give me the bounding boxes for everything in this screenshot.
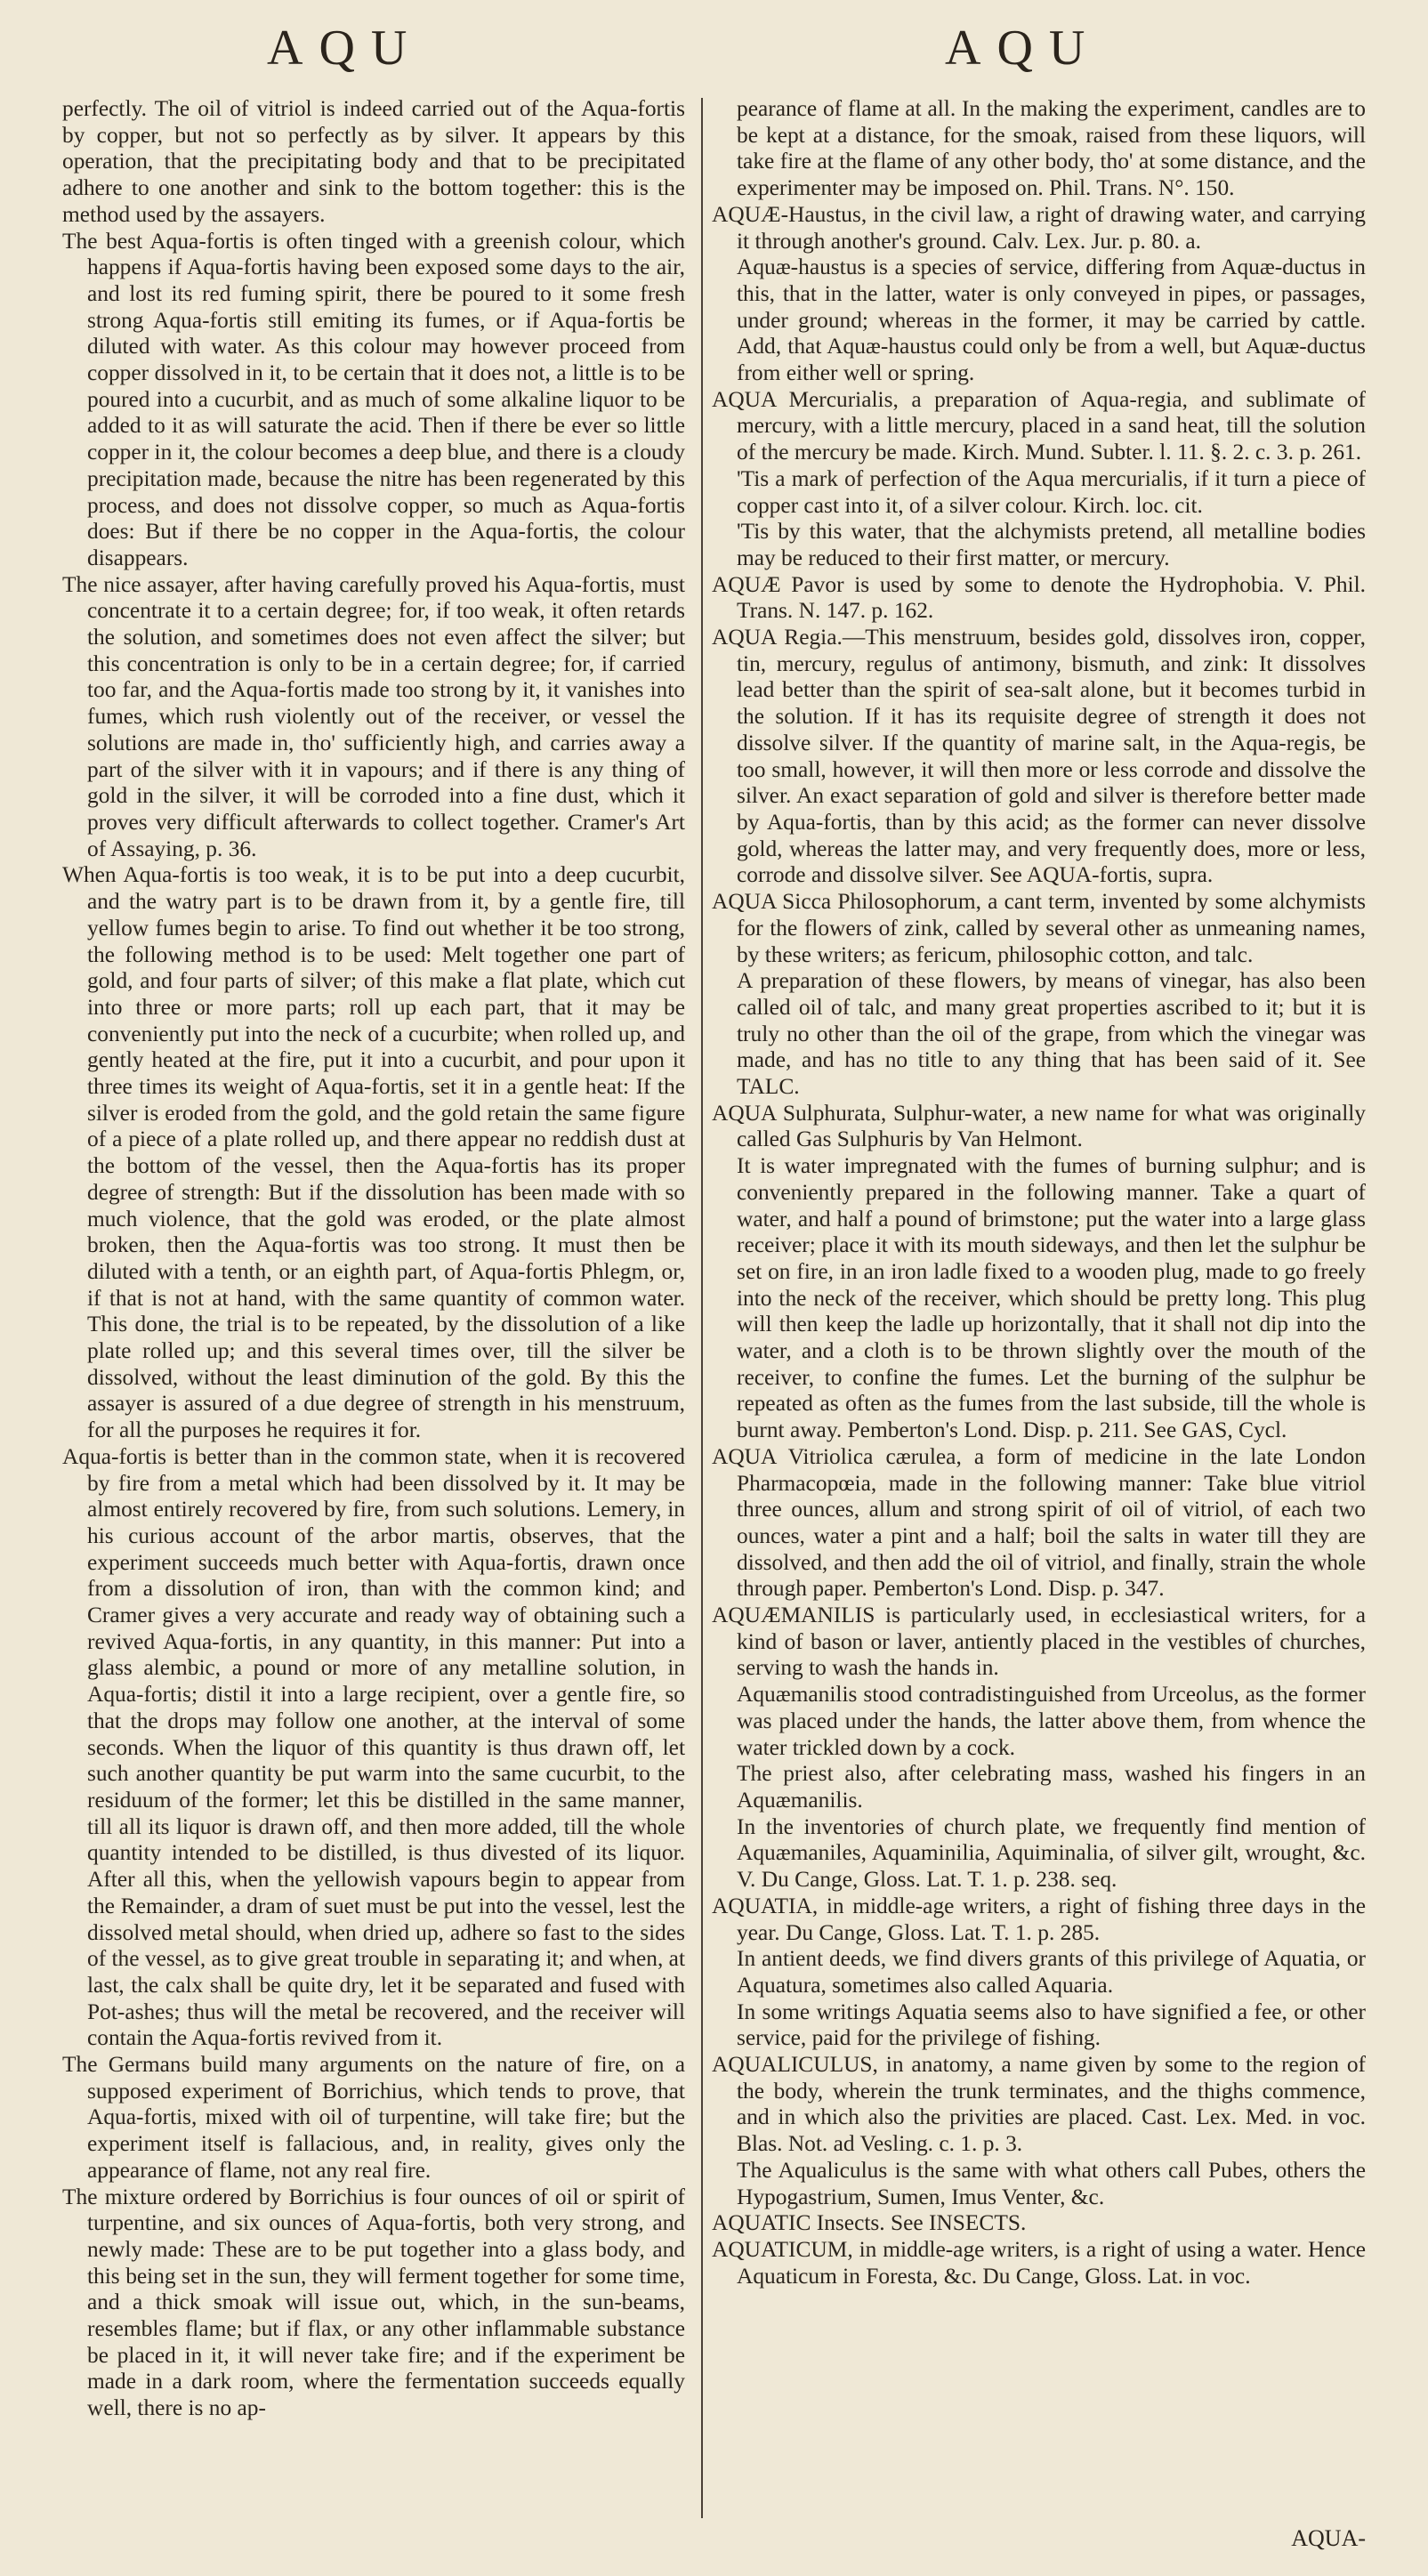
paragraph: In the inventories of church plate, we frequently find mention of Aquæmaniles, Aquaminilia, Aquiminalia, of silver gilt, wrought, &c. V. Du Cange, Gloss. Lat. T. 1. p. 238. seq. [737,1813,1366,1893]
paragraph: pearance of flame at all. In the making the experiment, candles are to be kept at a distance, for the smoak, raised from these liquors, will take fire at the flame of any other body, tho' at some distance, and the experimenter may be imposed on. Phil. Trans. N°. 150. [737,96,1366,201]
paragraph: Aquæmanilis stood contradistinguished from Urceolus, as the former was placed under the hands, the latter above them, from whence the water trickled down by a cock. [737,1682,1366,1760]
entry-aquae-pavor: AQUÆ Pavor is used by some to denote the Hydrophobia. V. Phil. Trans. N. 147. p. 162. [712,571,1366,624]
paragraph: 'Tis a mark of perfection of the Aqua mercurialis, if it turn a piece of copper cast into it, of a silver colour. Kirch. loc. cit. [737,465,1366,518]
entry-aquae-haustus: AQUÆ-Haustus, in the civil law, a right of drawing water, and carrying it through another's ground. Calv. Lex. Jur. p. 80. a. [712,201,1366,254]
paragraph: The mixture ordered by Borrichius is four ounces of oil or spirit of turpentine, and six ounces of Aqua-fortis, both very strong, and newly made: These are to be put together into a glass body, and this being set in the sun, they will ferment together for some time, and a thick smoak will issue out, which, in the sun-beams, resembles flame; but if flax, or any other inflammable substance be placed in it, it will never take fire; and if the experiment be made in a dark room, where the fermentation succeeds equally well, there is no ap- [62,2184,685,2421]
column-divider [701,98,703,2518]
catchword: AQUA- [1291,2525,1366,2551]
paragraph: The Germans build many arguments on the nature of fire, on a supposed experiment of Borrichius, which tends to prove, that Aqua-fortis, mixed with oil of turpentine, will take fire; but the experiment itself is fallacious, and, in reality, gives only the appearance of flame, not any real fire. [62,2052,685,2183]
entry-aqua-mercurialis: AQUA Mercurialis, a preparation of Aqua-regia, and sublimate of mercury, with a little mercury, placed in a sand heat, till the solution of the mercury be made. Kirch. Mund. Subter. l. 11. §. 2. c. 3. p. 261. [712,386,1366,465]
paragraph: 'Tis by this water, that the alchymists pretend, all metalline bodies may be reduced to their first matter, or mercury. [737,519,1366,570]
entry-aquaticum: AQUATICUM, in middle-age writers, is a right of using a water. Hence Aquaticum in Foresta, &c. Du Cange, Gloss. Lat. in voc. [712,2236,1366,2289]
paragraph: perfectly. The oil of vitriol is indeed carried out of the Aqua-fortis by copper, but not so perfectly as by silver. It appears by this operation, that the precipitating body and that to be precipitated adhere to one another and sink to the bottom together: this is the method used by the assayers. [62,96,685,227]
running-head-right: AQU [945,20,1101,76]
paragraph: A preparation of these flowers, by means of vinegar, has also been called oil of talc, and many great properties ascribed to it; but it is truly no other than the oil of the grape, from which the vinegar was made, and has no title to any thing that has been said of it. See TALC. [737,968,1366,1100]
left-column [62,96,685,2422]
paragraph: The Aqualiculus is the same with what others call Pubes, others the Hypogastrium, Sumen, Imus Venter, &c. [737,2157,1366,2209]
running-head-left: AQU [267,20,424,76]
paragraph: When Aqua-fortis is too weak, it is to be put into a deep cucurbit, and the watry part is to be drawn from it, by a gentle fire, till yellow fumes begin to arise. To find out whether it be too strong, the following method is to be used: Melt together one part of gold, and four parts of silver; of this make a flat plate, which cut into three or more parts; roll up each part, that it may be conveniently put into the neck of a cucurbite; when rolled up, and gently heated at the fire, put it into a cucurbit, and pour upon it three times its weight of Aqua-fortis, set it in a gentle heat: If the silver is eroded from the gold, and the gold retain the same figure of a piece of a plate rolled up, and there appear no reddish dust at the bottom of the vessel, then the Aqua-fortis has its proper degree of strength: But if the dissolution has been made with so much violence, that the gold was eroded, or the plate almost broken, then the Aqua-fortis was too strong. It must then be diluted with a tenth, or an eighth part, of Aqua-fortis Phlegm, or, if that is not at hand, with the same quantity of common water. This done, the trial is to be repeated, by the dissolution of a like plate rolled up; and this several times over, till the silver be dissolved, without the least diminution of the gold. By this the assayer is assured of a due degree of strength in his menstruum, for all the purposes he requires it for. [62,862,685,1443]
entry-aqualiculus: AQUALICULUS, in anatomy, a name given by some to the region of the body, wherein the trunk terminates, and the thighs commence, and in which also the privities are placed. Cast. Lex. Med. in voc. Blas. Not. ad Vesling. c. 1. p. 3. [712,2052,1366,2157]
entry-aqua-sulphurata: AQUA Sulphurata, Sulphur-water, a new name for what was originally called Gas Sulphuris by Van Helmont. [712,1100,1366,1152]
entry-aquatic-insects: AQUATIC Insects. See INSECTS. [712,2210,1027,2236]
paragraph: The nice assayer, after having carefully proved his Aqua-fortis, must concentrate it to a certain degree; for, if too weak, it often retards the solution, and sometimes does not even affect the silver; but this concentration is only to be in a certain degree; for, if carried too far, and the Aqua-fortis made too strong by it, it vanishes into fumes, which rush violently out of the receiver, or vessel the solutions are made in, tho' sufficiently high, and carries away a part of the silver with it in vapours; and if there is any thing of gold in the silver, it will be corroded into a fine dust, which it proves very difficult afterwards to collect together. Cramer's Art of Assaying, p. 36. [62,571,685,861]
paragraph: It is water impregnated with the fumes of burning sulphur; and is conveniently prepared in the following manner. Take a quart of water, and half a pound of brimstone; put the water into a large glass receiver; place it with its mouth sideways, and then let the sulphur be set on fire, in an iron ladle fixed to a wooden plug, made to go freely into the neck of the receiver, which should be pretty long. This plug will then keep the ladle up horizontally, that it shall not dip into the water, and a cloth is to be thrown slightly over the mouth of the receiver, to confine the fumes. Let the burning of the sulphur be repeated as often as the fumes from the last subside, till the whole is burnt away. Pemberton's Lond. Disp. p. 211. See GAS, Cycl. [737,1153,1366,1443]
entry-aqua-sicca: AQUA Sicca Philosophorum, a cant term, invented by some alchymists for the flowers of zink, called by several other as unmeaning names, by these writers; as fericum, philosophic cotton, and talc. [712,889,1366,967]
paragraph: The best Aqua-fortis is often tinged with a greenish colour, which happens if Aqua-fortis having been exposed some days to the air, and lost its red fuming spirit, there be poured to it some fresh strong Aqua-fortis still emiting its fumes, or if Aqua-fortis be diluted with water. As this colour may however proceed from copper dissolved in it, to be certain that it does not, a little is to be poured into a cucurbit, and as much of some alkaline liquor to be added to it as will saturate the acid. Then if there be ever so little copper in it, the colour becomes a deep blue, and there is a cloudy precipitation made, because the nitre has been regenerated by this process, and does not dissolve copper, so much as Aqua-fortis does: But if there be no copper in the Aqua-fortis, the colour disappears. [62,228,685,570]
right-column [712,96,1366,2289]
entry-aquaemanilis: AQUÆMANILIS is particularly used, in ecclesiastical writers, for a kind of bason or laver, antiently placed in the vestibles of churches, serving to wash the hands in. [712,1603,1366,1681]
entry-aqua-regia: AQUA Regia.—This menstruum, besides gold, dissolves iron, copper, tin, mercury, regulus of antimony, bismuth, and zink: It dissolves lead better than the spirit of sea-salt alone, but it becomes turbid in the solution. If it has its requisite degree of strength it does not dissolve silver. If the quantity of marine salt, in the Aqua-regis, be too small, however, it will then more or less corrode and dissolve the silver. An exact separation of gold and silver is therefore better made by Aqua-fortis, than by this acid; as the former can never dissolve gold, whereas the latter may, and very frequently does, more or less, corrode and dissolve silver. See AQUA-fortis, supra. [712,625,1366,888]
paragraph: In some writings Aquatia seems also to have signified a fee, or other service, paid for the privilege of fishing. [737,1999,1366,2051]
paragraph: In antient deeds, we find divers grants of this privilege of Aquatia, or Aquatura, sometimes also called Aquaria. [737,1946,1366,1998]
paragraph: The priest also, after celebrating mass, washed his fingers in an Aquæmanilis. [737,1761,1366,1813]
entry-aquatia: AQUATIA, in middle-age writers, a right of fishing three days in the year. Du Cange, Gloss. Lat. T. 1. p. 285. [712,1893,1366,1945]
entry-aqua-vitriolica: AQUA Vitriolica cærulea, a form of medicine in the late London Pharmacopœia, made in the following manner: Take blue vitriol three ounces, allum and strong spirit of oil of vitriol, of each two ounces, water a pint and a half; boil the salts in water till they are dissolved, and then add the oil of vitriol, and finally, strain the whole through paper. Pemberton's Lond. Disp. p. 347. [712,1443,1366,1602]
paragraph: Aquæ-haustus is a species of service, differing from Aquæ-ductus in this, that in the latter, water is only conveyed in pipes, or passages, under ground; whereas in the former, it may be carried by cattle. Add, that Aquæ-haustus could only be from a well, but Aquæ-ductus from either well or spring. [737,254,1366,386]
paragraph: Aqua-fortis is better than in the common state, when it is recovered by fire from a metal which had been dissolved by it. It may be almost entirely recovered by fire, from such solutions. Lemery, in his curious account of the arbor martis, observes, that the experiment succeeds much better with Aqua-fortis, drawn once from a dissolution of iron, than with the common kind; and Cramer gives a very accurate and ready way of obtaining such a revived Aqua-fortis, in any quantity, in this manner: Put into a glass alembic, a pound or more of any metalline solution, in Aqua-fortis; distil it into a large recipient, over a gentle fire, so that the drops may follow one another, at the interval of some seconds. When the liquor of this quantity is thus drawn off, let such another quantity be put warm into the same cucurbit, to the residuum of the former; let this be distilled in the same manner, till all its liquor is drawn off, and then more added, till the whole quantity intended to be distilled, is thus divested of its liquor. After all this, when the yellowish vapours begin to appear from the Remainder, a dram of suet must be put into the vessel, lest the dissolved metal should, when dried up, adhere so fast to the sides of the vessel, as to give great trouble in separating it; and when, at last, the calx shall be quite dry, let it be separated and fused with Pot-ashes; thus will the metal be recovered, and the receiver will contain the Aqua-fortis revived from it. [62,1443,685,2051]
